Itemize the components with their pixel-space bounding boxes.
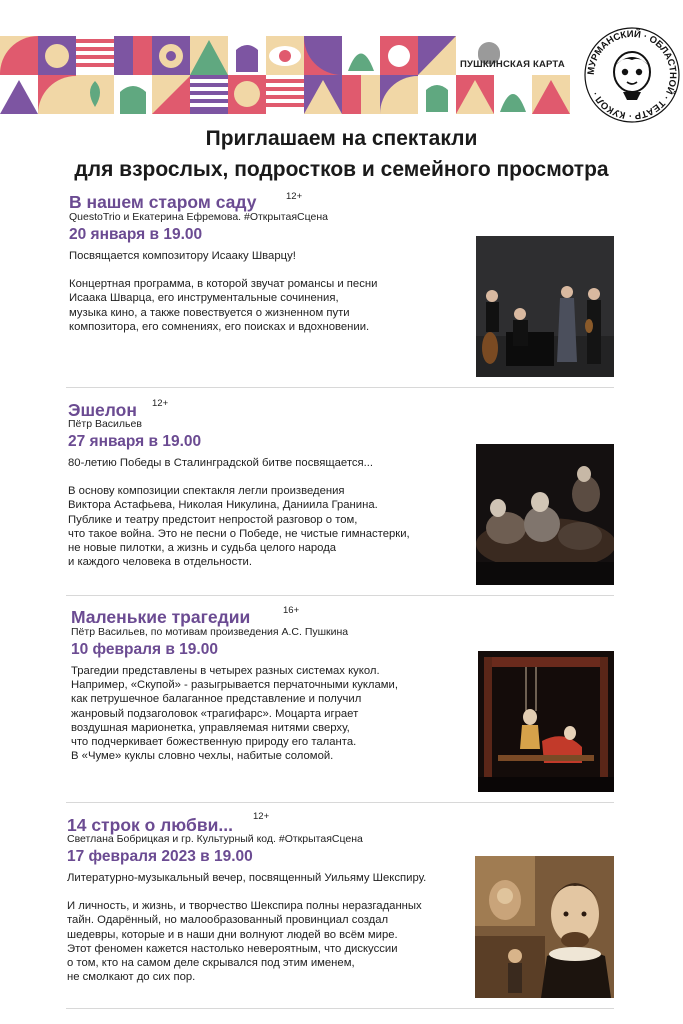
event-author: QuestoTrio и Екатерина Ефремова. #ОткрытаяСцена [69, 211, 328, 223]
description-line: В основу композиции спектакля легли произведения [68, 485, 345, 498]
svg-text:МУРМАНСКИЙ · ОБЛАСТНОЙ · ТЕАТР: МУРМАНСКИЙ · ОБЛАСТНОЙ · ТЕАТР · КУКОЛ · [585, 28, 679, 122]
divider [66, 802, 614, 803]
age-rating: 12+ [286, 191, 303, 202]
event-photo-echelon [476, 444, 614, 585]
theatre-seal-logo [583, 26, 681, 124]
event-author: Светлана Бобрицкая и гр. Культурный код. #ОткрытаяСцена [67, 833, 363, 845]
description-line: Публике и театру предстоит непростой разговор о том, [68, 513, 358, 526]
event-date: 20 января в 19.00 [69, 226, 203, 243]
description-line: о том, кто на самом деле скрывался под этим именем, [67, 957, 355, 970]
age-rating: 12+ [152, 398, 169, 409]
description-line: Трагедии представлены в четырех разных системах кукол. [71, 665, 380, 677]
event-title: Эшелон [68, 400, 137, 420]
event-description [71, 664, 398, 763]
event-description [67, 871, 426, 984]
event-photo-musicians [476, 236, 614, 377]
description-line: В «Чуме» куклы словно чехлы, набитые соломой. [71, 750, 334, 763]
description-line: Например, «Скупой» - разыгрывается перчаточными куклами, [71, 679, 399, 692]
description-line: что подчеркивает божественную природу его таланта. [71, 736, 357, 749]
event-description [69, 249, 377, 334]
event-date: 17 февраля 2023 в 19.00 [67, 848, 253, 865]
heading-line-1: Приглашаем на спектакли [205, 127, 478, 150]
description-line: воздушная марионетка, управляемая нитями сверху, [71, 721, 350, 734]
event-title: В нашем старом саду [69, 192, 257, 212]
pushkin-card-text: ПУШКИНСКАЯ КАРТА [460, 59, 565, 70]
description-line: шедевры, которые и в наши дни волнуют людей во всём мире. [67, 928, 398, 941]
description-line: Этот феномен кажется настолько невероятным, что дискуссии [67, 942, 398, 955]
description-line: Посвящается композитору Исааку Шварцу! [69, 250, 296, 262]
event-date: 27 января в 19.00 [68, 433, 202, 450]
description-line: композитора, его сомнениях, его поисках и вдохновении. [69, 320, 370, 333]
description-line: и каждого человека в отдельности. [68, 556, 252, 569]
divider [66, 1008, 614, 1009]
description-line: И личность, и жизнь, и творчество Шекспира полны неразгаданных [67, 900, 422, 913]
description-line: Концертная программа, в которой звучат романсы и песни [69, 278, 378, 291]
event-description [68, 456, 410, 569]
age-rating: 16+ [283, 605, 300, 616]
event-author: Пётр Васильев, по мотивам произведения А.С. Пушкина [71, 626, 349, 638]
pushkin-card-logo [460, 42, 570, 74]
description-line: не новые пилотки, а жизнь и судьба целого народа [68, 542, 337, 555]
description-line: как петрушечное балаганное представление и получил [71, 693, 362, 706]
description-line: тайн. Одарённый, но малообразованный провинциал создал [67, 914, 389, 927]
event-photo-puppets [478, 651, 614, 792]
event-title: 14 строк о любви... [67, 815, 233, 835]
divider [66, 387, 614, 388]
divider [66, 595, 614, 596]
description-line: Литературно-музыкальный вечер, посвященный Уильяму Шекспиру. [67, 872, 427, 884]
age-rating: 12+ [253, 811, 270, 822]
description-line: жанровый подзаголовок «трагифарс». Моцарта играет [71, 707, 359, 720]
event-photo-shakespeare [475, 856, 614, 998]
description-line: Виктора Астафьева, Николая Никулина, Даниила Гранина. [68, 499, 378, 512]
event-date: 10 февраля в 19.00 [71, 641, 218, 658]
description-line: что такое война. Это не песни о Победе, не чистые гимнастерки, [68, 527, 410, 540]
description-line: музыка кино, а также повествуется о жизненном пути [69, 306, 350, 319]
description-line: 80-летию Победы в Сталинградской битве посвящается... [68, 457, 374, 469]
description-line: не смолкают до сих пор. [67, 971, 196, 984]
heading-line-2: для взрослых, подростков и семейного просмотра [74, 158, 609, 181]
event-author: Пётр Васильев [68, 418, 142, 430]
description-line: Исаака Шварца, его инструментальные сочинения, [69, 292, 339, 305]
event-title: Маленькие трагедии [71, 607, 251, 627]
